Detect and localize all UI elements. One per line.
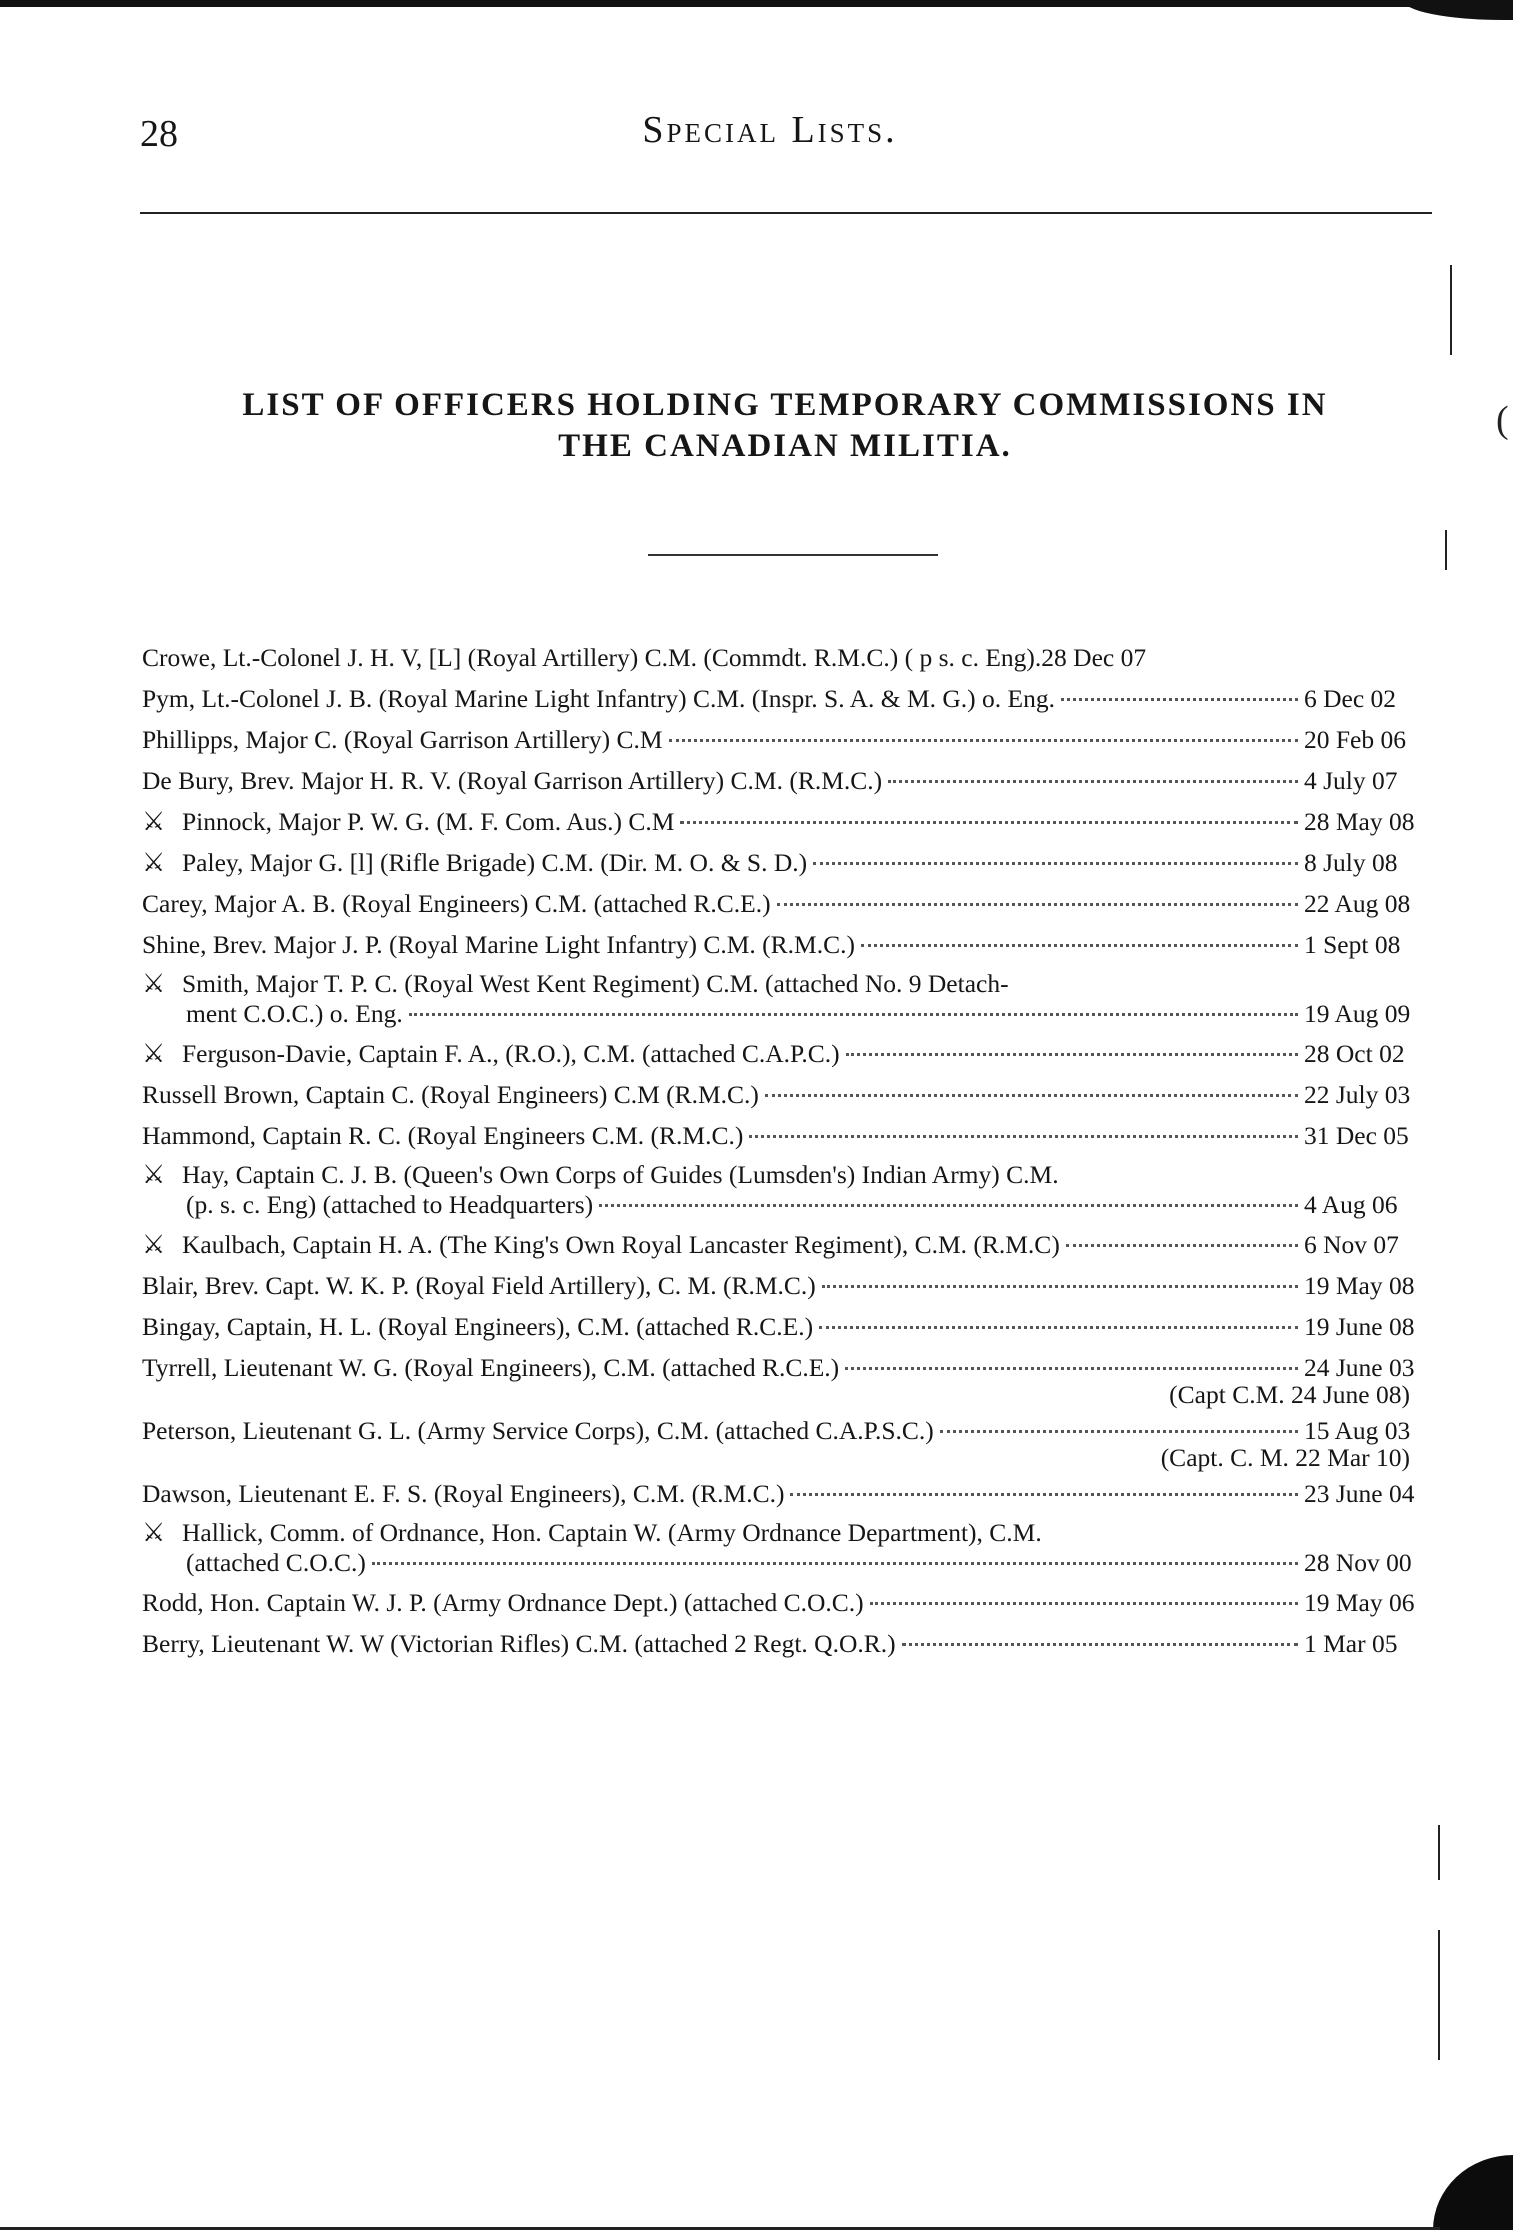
entry-date: 31 Dec 05 <box>1304 1121 1409 1150</box>
list-item <box>142 765 1432 796</box>
list-item <box>142 1229 1432 1260</box>
crossed-swords-icon: ⚔ <box>142 848 166 877</box>
crossed-swords-icon: ⚔ <box>142 807 166 836</box>
entry-text: Peterson, Lieutenant G. L. (Army Service Corps), C.M. (attached C.A.P.S.C.) <box>142 1416 934 1445</box>
entry-date: 22 July 03 <box>1304 1080 1411 1109</box>
entry-date: 8 July 08 <box>1304 848 1398 877</box>
entry-text: Russell Brown, Captain C. (Royal Engineers) C.M (R.M.C.) <box>142 1080 759 1109</box>
entry-text: Tyrrell, Lieutenant W. G. (Royal Engineers), C.M. (attached R.C.E.) <box>142 1353 840 1382</box>
entry-text: De Bury, Brev. Major H. R. V. (Royal Garrison Artillery) C.M. (R.M.C.) <box>142 766 883 795</box>
dot-leader <box>1066 1244 1298 1247</box>
dot-leader <box>372 1562 1298 1565</box>
entry-date: 28 Dec 07 <box>1041 643 1147 672</box>
list-item <box>142 1517 1432 1577</box>
list-item <box>142 724 1432 755</box>
list-item <box>142 1311 1432 1342</box>
entry-date: 24 June 03 <box>1304 1353 1415 1382</box>
list-item <box>142 1038 1432 1069</box>
crossed-swords-icon: ⚔ <box>142 1518 166 1547</box>
entry-date: 19 June 08 <box>1304 1312 1415 1341</box>
entry-date: 19 May 06 <box>1304 1588 1415 1617</box>
list-title-line-2: THE CANADIAN MILITIA. <box>558 428 1012 464</box>
crossed-swords-icon: ⚔ <box>142 1039 166 1068</box>
entry-text: Carey, Major A. B. (Royal Engineers) C.M. (attached R.C.E.) <box>142 889 771 918</box>
list-item <box>142 1120 1432 1151</box>
dot-leader <box>861 944 1298 947</box>
list-item <box>142 888 1432 919</box>
page-number: 28 <box>140 113 178 155</box>
list-title <box>120 385 1450 467</box>
dot-leader <box>819 1326 1298 1329</box>
dot-leader <box>777 903 1298 906</box>
entry-text: Blair, Brev. Capt. W. K. P. (Royal Field Artillery), C. M. (R.M.C.) <box>142 1271 816 1300</box>
entry-text: Shine, Brev. Major J. P. (Royal Marine Light Infantry) C.M. (R.M.C.) <box>142 930 855 959</box>
page-top-edge-curl <box>1403 0 1513 20</box>
entry-text: Berry, Lieutenant W. W (Victorian Rifles) C.M. (attached 2 Regt. Q.O.R.) <box>142 1629 896 1658</box>
entry-date: 4 Aug 06 <box>1304 1190 1398 1219</box>
list-item <box>142 683 1432 714</box>
list-item <box>142 929 1432 960</box>
crossed-swords-icon: ⚔ <box>142 1160 166 1189</box>
entry-date: 6 Dec 02 <box>1304 684 1397 713</box>
dot-leader <box>409 1013 1298 1016</box>
dot-leader <box>940 1430 1298 1433</box>
dot-leader <box>845 1367 1298 1370</box>
entry-date: 20 Feb 06 <box>1304 725 1406 754</box>
dot-leader <box>749 1135 1298 1138</box>
running-head: Special Lists. <box>642 109 898 151</box>
entry-text: (p. s. c. Eng) (attached to Headquarters) <box>186 1190 594 1219</box>
list-title-line-1: LIST OF OFFICERS HOLDING TEMPORARY COMMISSIONS IN <box>242 387 1328 423</box>
dot-leader <box>902 1643 1298 1646</box>
entry-date: 4 July 07 <box>1304 766 1398 795</box>
entry-note: (Capt C.M. 24 June 08) <box>1169 1380 1410 1409</box>
crossed-swords-icon: ⚔ <box>142 969 166 998</box>
entry-text: Pinnock, Major P. W. G. (M. F. Com. Aus.) C.M <box>182 807 675 836</box>
entry-date: 28 May 08 <box>1304 807 1415 836</box>
entry-text: Phillipps, Major C. (Royal Garrison Artillery) C.M <box>142 725 663 754</box>
entry-date: 28 Oct 02 <box>1304 1039 1405 1068</box>
list-item <box>142 806 1432 837</box>
dot-leader <box>680 821 1298 824</box>
dot-leader <box>870 1602 1298 1605</box>
entry-text: Rodd, Hon. Captain W. J. P. (Army Ordnance Dept.) (attached C.O.C.) <box>142 1588 864 1617</box>
entry-date: 1 Sept 08 <box>1304 930 1401 959</box>
list-item <box>142 1159 1432 1219</box>
dot-leader <box>599 1204 1298 1207</box>
entry-date: 6 Nov 07 <box>1304 1230 1399 1259</box>
entry-text: Ferguson-Davie, Captain F. A., (R.O.), C.M. (attached C.A.P.C.) <box>182 1039 840 1068</box>
list-item <box>142 642 1432 673</box>
officer-list <box>142 642 1432 1659</box>
page-top-edge <box>0 0 1513 7</box>
margin-mark <box>1450 265 1452 355</box>
entry-text: ment C.O.C.) o. Eng. <box>186 999 403 1028</box>
header-rule <box>140 212 1432 214</box>
dot-leader <box>822 1285 1298 1288</box>
entry-note: (Capt. C. M. 22 Mar 10) <box>1160 1443 1410 1472</box>
entry-text: Crowe, Lt.-Colonel J. H. V, [L] (Royal Artillery) C.M. (Commdt. R.M.C.) ( p s. c. Eng). <box>142 643 1042 672</box>
crossed-swords-icon: ⚔ <box>142 1230 166 1259</box>
entry-date: 1 Mar 05 <box>1304 1629 1398 1658</box>
entry-text: Hammond, Captain R. C. (Royal Engineers C.M. (R.M.C.) <box>142 1121 744 1150</box>
entry-text: (attached C.O.C.) <box>186 1548 366 1577</box>
entry-text-line-1: Hallick, Comm. of Ordnance, Hon. Captain W. (Army Ordnance Department), C.M. <box>182 1518 1042 1547</box>
list-item <box>142 1270 1432 1301</box>
adjacent-page-letter: ( <box>1496 399 1509 441</box>
dot-leader <box>888 780 1298 783</box>
list-item <box>142 847 1432 878</box>
entry-text: Bingay, Captain, H. L. (Royal Engineers), C.M. (attached R.C.E.) <box>142 1312 814 1341</box>
dot-leader <box>669 739 1298 742</box>
title-separator-rule <box>648 554 938 556</box>
margin-mark <box>1438 1930 1440 2060</box>
entry-text: Kaulbach, Captain H. A. (The King's Own Royal Lancaster Regiment), C.M. (R.M.C) <box>182 1230 1060 1259</box>
entry-date: 19 Aug 09 <box>1304 999 1411 1028</box>
entry-date: 19 May 08 <box>1304 1271 1415 1300</box>
list-item <box>142 1587 1432 1618</box>
entry-date: 23 June 04 <box>1304 1479 1415 1508</box>
list-item <box>142 1628 1432 1659</box>
entry-date: 22 Aug 08 <box>1304 889 1411 918</box>
margin-mark <box>1438 1825 1440 1880</box>
entry-text-line-1: Hay, Captain C. J. B. (Queen's Own Corps of Guides (Lumsden's) Indian Army) C.M. <box>182 1160 1059 1189</box>
dot-leader <box>846 1053 1298 1056</box>
margin-mark <box>1445 530 1447 570</box>
list-item <box>142 1415 1432 1470</box>
entry-text-line-1: Smith, Major T. P. C. (Royal West Kent Regiment) C.M. (attached No. 9 Detach- <box>182 969 1009 998</box>
list-item <box>142 968 1432 1028</box>
dot-leader <box>765 1094 1298 1097</box>
dot-leader <box>1061 698 1298 701</box>
list-item <box>142 1352 1432 1407</box>
list-item <box>142 1478 1432 1509</box>
entry-text: Paley, Major G. [l] (Rifle Brigade) C.M. (Dir. M. O. & S. D.) <box>182 848 808 877</box>
entry-text: Pym, Lt.-Colonel J. B. (Royal Marine Light Infantry) C.M. (Inspr. S. A. & M. G.) o. Eng. <box>142 684 1055 713</box>
dot-leader <box>813 862 1298 865</box>
entry-date: 28 Nov 00 <box>1304 1548 1412 1577</box>
list-item <box>142 1079 1432 1110</box>
dot-leader <box>790 1493 1298 1496</box>
entry-date: 15 Aug 03 <box>1304 1416 1411 1445</box>
page-corner-shadow <box>1433 2155 1513 2230</box>
entry-text: Dawson, Lieutenant E. F. S. (Royal Engineers), C.M. (R.M.C.) <box>142 1479 785 1508</box>
